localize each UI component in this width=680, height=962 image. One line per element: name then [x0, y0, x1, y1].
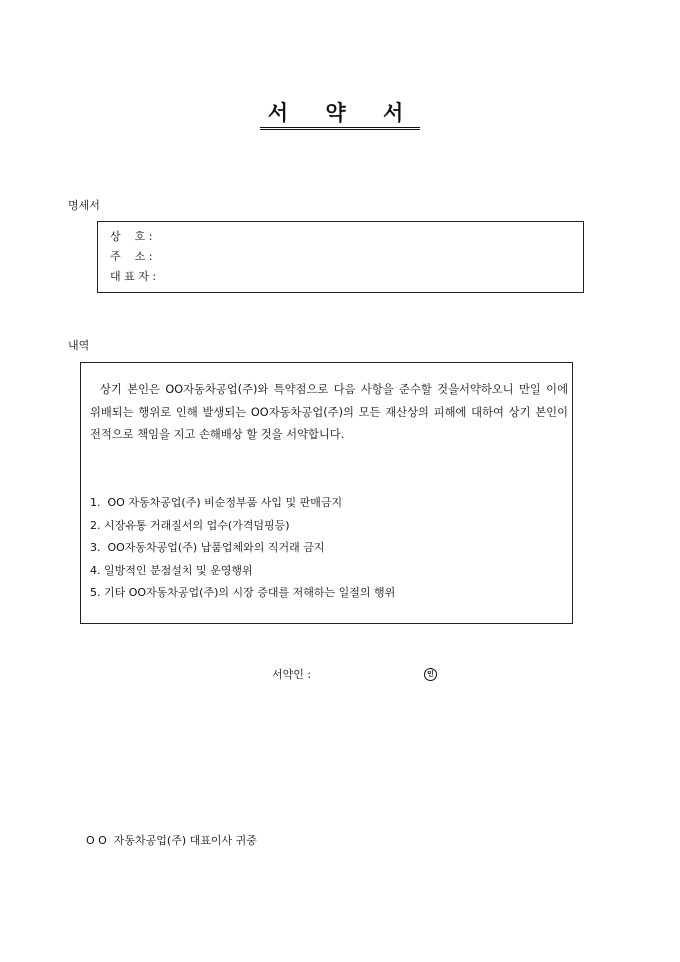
pledge-items-list [90, 492, 395, 605]
details-box [80, 362, 573, 624]
details-label: 내역 [68, 339, 90, 352]
pledge-item: 4. 일방적인 분점설치 및 운영행위 [90, 563, 253, 577]
pledge-item: 1. OO 자동차공업(주) 비순정부품 사입 및 판매금지 [90, 496, 343, 509]
address-row: 주 소 : [110, 250, 153, 263]
document-title-text: 서 약 서 [260, 100, 420, 130]
document-title [0, 100, 680, 130]
pledge-item: 3. OO자동차공업(주) 납품업체와의 직거래 금지 [90, 541, 325, 554]
company-name-row: 상 호 : [110, 230, 153, 243]
pledge-item: 2. 시장유통 거래질서의 업수(가격덤핑등) [90, 518, 290, 532]
company-info-box [97, 221, 584, 293]
pledge-paragraph: 상기 본인은 OO자동차공업(주)와 특약점으로 다음 사항을 준수할 것을서약하오니 만일 이에 위배되는 행위로 인해 발생되는 OO자동차공업(주)의 모든 재산상의 피해에 대하여 상기 본인이 전적으로 책임을 지고 손해배상 할 것을 서약합니다. [90, 383, 568, 441]
representative-row: 대 표 자 : [110, 270, 157, 283]
signer-label: 서약인 : [272, 668, 312, 681]
pledge-item: 5. 기타 OO자동차공업(주)의 시장 증대를 저해하는 일절의 행위 [90, 586, 396, 599]
specification-label: 명세서 [68, 199, 100, 212]
addressee: O O 자동차공업(주) 대표이사 귀중 [86, 834, 257, 847]
seal-mark: 인 [424, 668, 437, 681]
